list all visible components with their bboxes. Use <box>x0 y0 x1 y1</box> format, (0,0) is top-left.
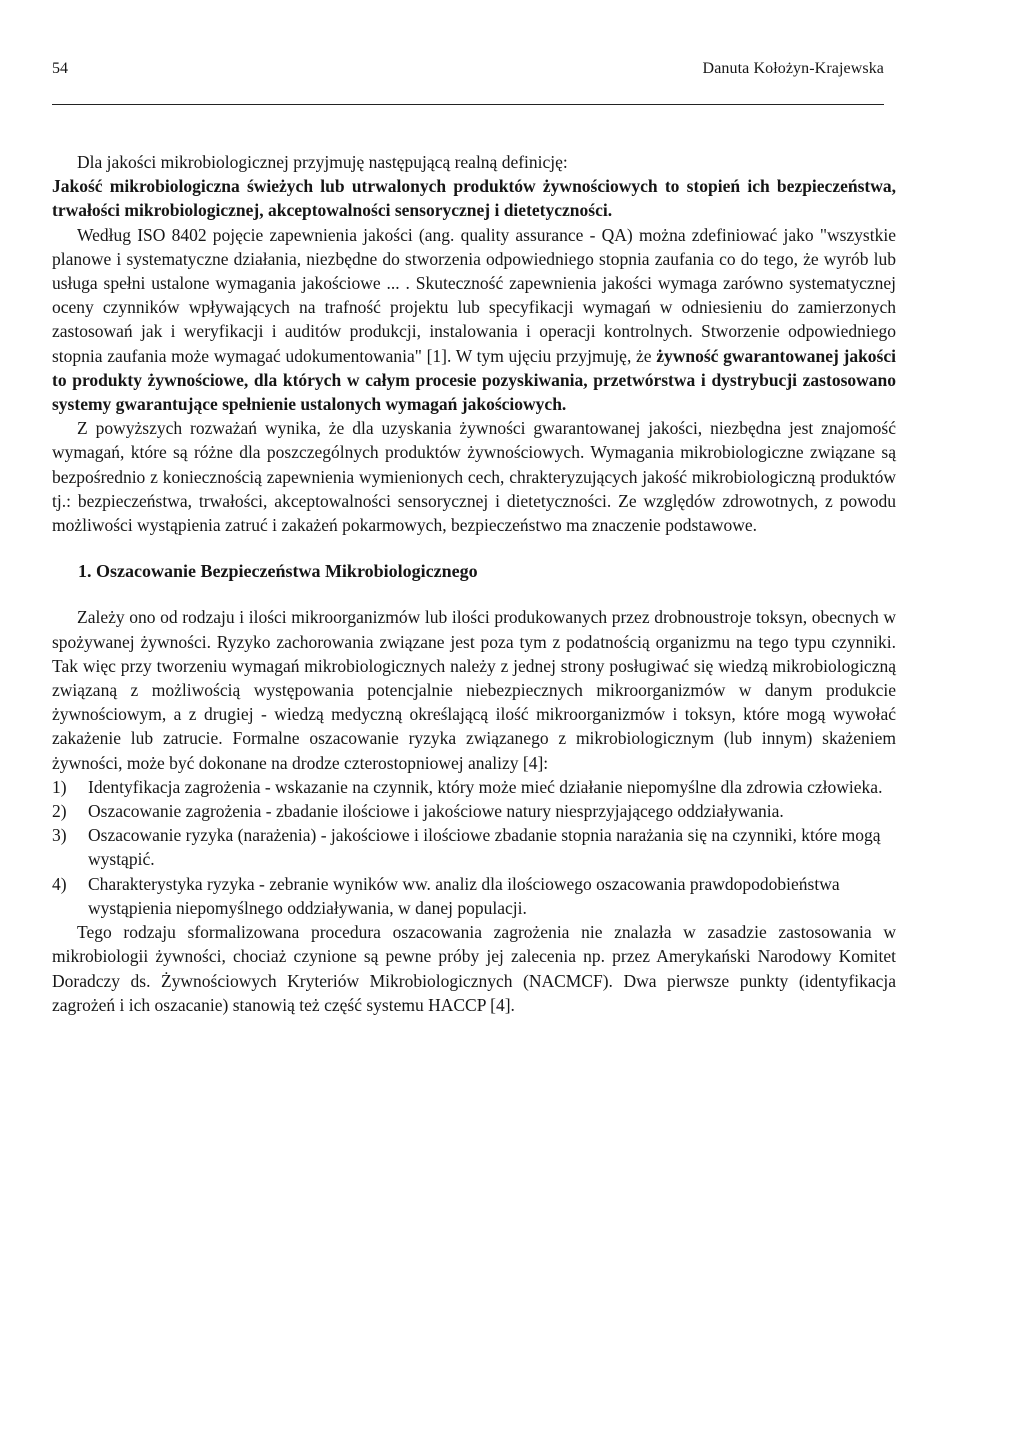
body-text <box>52 150 896 1017</box>
intro-lead-in: Dla jakości mikrobiologicznej przyjmuję następującą realną definicję: <box>77 152 568 172</box>
requirements-paragraph: Z powyższych rozważań wynika, że dla uzyskania żywności gwarantowanej jakości, niezbędna jest znajomość wymagań, które są różne dla poszczególnych produktów żywnościowych. Wymagania mikrobiologiczne związane są bezpośrednio z koniecznością zapewnienia wymienionych cech, chrakteryzujących jakość mikrobiologiczną produktów tj.: bezpieczeństwa, trwałości, akceptowalności sensorycznej i dietetyczności. Ze względów zdrowotnych, z powodu możliwości wystąpienia zatruć i zakażeń pokarmowych, bezpieczeństwo ma znaczenie podstawowe. <box>52 418 896 536</box>
guaranteed-quality-definition: żywność gwarantowanej jakości to produkty żywnościowe, dla których w całym procesie pozyskiwania, przetwórstwa i dystrybucji zastosowano systemy gwarantujące spełnienie ustalonych wymagań jakościowych. <box>52 345 897 415</box>
page-number: 54 <box>52 60 68 77</box>
list-item-text: Charakterystyka ryzyka - zebranie wyników ww. analiz dla ilościowego oszacowania prawdopodobieństwa wystąpienia niepomyślnego oddziaływania, w danej populacji. <box>88 873 840 918</box>
risk-analysis-steps <box>52 775 896 920</box>
quality-definition: Jakość mikrobiologiczna świeżych lub utrwalonych produktów żywnościowych to stopień ich bezpieczeństwa, trwałości mikrobiologicznej, akceptowalności sensorycznej i dietetyczności. <box>52 176 896 221</box>
list-item <box>52 823 896 871</box>
iso-paragraph <box>52 223 896 417</box>
list-item <box>52 799 896 823</box>
list-item-number: 3) <box>52 825 67 846</box>
section-heading: 1. Oszacowanie Bezpieczeństwa Mikrobiologicznego <box>78 561 478 582</box>
section-paragraph: Zależy ono od rodzaju i ilości mikroorganizmów lub ilości produkowanych przez drobnoustroje toksyn, obecnych w spożywanej żywności. Ryzyko zachorowania związane jest poza tym z podatnością organizmu na tego typu czynniki. Tak więc przy tworzeniu wymagań mikrobiologicznych należy z jednej strony posługiwać się wiedzą mikrobiologiczną związaną z możliwością występowania potencjalnie niebezpiecznych mikroorganizmów w danym produkcie żywnościowym, a z drugiej - wiedzą medyczną określającą ilość mikroorganizmów i toksyn, które mogą wywołać zakażenie lub zatrucie. Formalne oszacowanie ryzyka związanego z mikrobiologicznym (lub innym) skażeniem żywności, może być dokonane na drodze czterostopniowej analizy [4]: <box>52 607 896 773</box>
list-item-number: 1) <box>52 776 67 797</box>
page-header <box>52 60 884 84</box>
running-head-author: Danuta Kołożyn-Krajewska <box>702 60 884 77</box>
list-item-number: 4) <box>52 873 67 894</box>
header-rule <box>52 104 884 105</box>
list-item-text: Oszacowanie ryzyka (narażenia) - jakościowe i ilościowe zbadanie stopnia narażania się na czynniki, które mogą wystąpić. <box>88 825 881 870</box>
list-item <box>52 775 896 799</box>
closing-paragraph: Tego rodzaju sformalizowana procedura oszacowania zagrożenia nie znalazła w zasadzie zastosowania w mikrobiologii żywności, chociaż czynione są pewne próby jej zalecenia np. przez Amerykański Narodowy Komitet Doradczy ds. Żywnościowych Kryteriów Mikrobiologicznych (NACMCF). Dwa pierwsze punkty (identyfikacja zagrożeń i ich oszacanie) stanowią też część systemu HACCP [4]. <box>52 922 896 1015</box>
list-item-text: Identyfikacja zagrożenia - wskazanie na czynnik, który może mieć działanie niepomyślne dla zdrowia człowieka. <box>88 776 883 797</box>
iso-paragraph-text: Według ISO 8402 pojęcie zapewnienia jakości (ang. quality assurance - QA) można zdefiniować jako "wszystkie planowe i systematyczne działania, niezbędne do stworzenia odpowiedniego stopnia zaufania co do tego, że wyrób lub usługa spełni ustalone wymagania jakościowe ... . Skuteczność zapewnienia jakości wymaga zarówno systematycznej oceny czynników wpływających na trafność projektu lub specyfikacji wymagań w odniesieniu do zamierzonych zastosowań jak i weryfikacji i auditów produkcji, instalowania i operacji kontrolnych. Stworzenie odpowiedniego stopnia zaufania może wymagać udokumentowania" [1]. W tym ujęciu przyjmuję, że <box>52 224 896 366</box>
list-item-number: 2) <box>52 801 67 822</box>
list-item-text: Oszacowanie zagrożenia - zbadanie ilościowe i jakościowe natury niesprzyjającego oddziaływania. <box>88 801 784 822</box>
list-item <box>52 872 896 920</box>
